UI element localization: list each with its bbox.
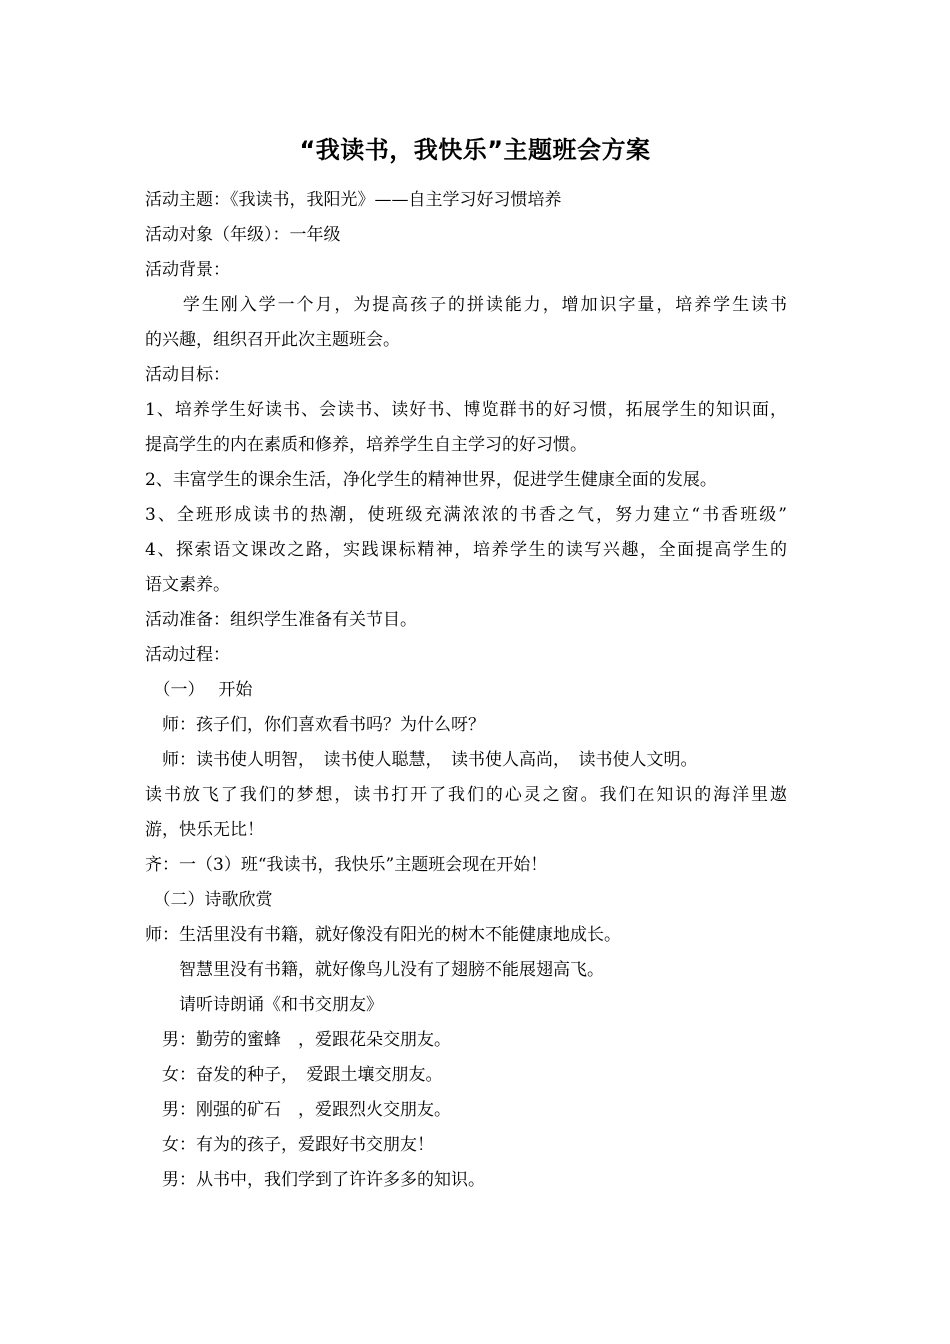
document-title: “我读书，我快乐”主题班会方案 [299,136,651,164]
activity-target-line: 活动对象（年级）：一年级 [145,225,341,245]
teacher-line-2: 师：读书使人明智， 读书使人聪慧， 读书使人高尚， 读书使人文明。 [145,750,698,770]
activity-background-heading: 活动背景： [145,260,230,280]
poem-title-line: 请听诗朗诵《和书交朋友》 [145,995,383,1015]
teacher-line-2-continued-1: 读书放飞了我们的梦想，读书打开了我们的心灵之窗。我们在知识的海洋里遨 [145,785,787,805]
poem-line-2: 女：奋发的种子， 爱跟土壤交朋友。 [145,1065,443,1085]
goal-1-line-1: 1、培养学生好读书、会读书、读好书、博览群书的好习惯，拓展学生的知识面， [145,400,787,420]
teacher-poem-intro-line-1: 师：生活里没有书籍，就好像没有阳光的树木不能健康地成长。 [145,925,621,945]
goal-4-line-1: 4、探索语文课改之路，实践课标精神，培养学生的读写兴趣，全面提高学生的 [145,540,787,560]
section-2-heading: （二）诗歌欣赏 [145,890,273,910]
activity-preparation-line: 活动准备：组织学生准备有关节目。 [145,610,417,630]
all-together-line: 齐：一（3）班“我读书，我快乐”主题班会现在开始！ [145,855,548,875]
background-paragraph-line-1: 学生刚入学一个月，为提高孩子的拼读能力，增加识字量，培养学生读书 [145,295,787,315]
poem-line-4: 女：有为的孩子，爱跟好书交朋友！ [145,1135,434,1155]
background-paragraph-line-2: 的兴趣，组织召开此次主题班会。 [145,330,400,350]
teacher-line-1: 师：孩子们，你们喜欢看书吗？为什么呀？ [145,715,485,735]
poem-line-1: 男：勤劳的蜜蜂 ，爱跟花朵交朋友。 [145,1030,451,1050]
goal-4-line-2: 语文素养。 [145,575,230,595]
poem-line-3: 男：刚强的矿石 ，爱跟烈火交朋友。 [145,1100,451,1120]
section-1-heading: （一） 开始 [145,680,253,700]
activity-theme-line: 活动主题：《我读书，我阳光》——自主学习好习惯培养 [145,190,562,210]
teacher-line-2-continued-2: 游，快乐无比！ [145,820,264,840]
goal-2-line: 2、丰富学生的课余生活，净化学生的精神世界，促进学生健康全面的发展。 [145,470,717,490]
goal-1-line-2: 提高学生的内在素质和修养，培养学生自主学习的好习惯。 [145,435,587,455]
goal-3-line: 3、全班形成读书的热潮，使班级充满浓浓的书香之气，努力建立“书香班级” [145,505,787,525]
activity-process-heading: 活动过程： [145,645,230,665]
poem-line-5: 男：从书中，我们学到了许许多多的知识。 [145,1170,485,1190]
teacher-poem-intro-line-2: 智慧里没有书籍，就好像鸟儿没有了翅膀不能展翅高飞。 [145,960,604,980]
activity-goals-heading: 活动目标： [145,365,230,385]
